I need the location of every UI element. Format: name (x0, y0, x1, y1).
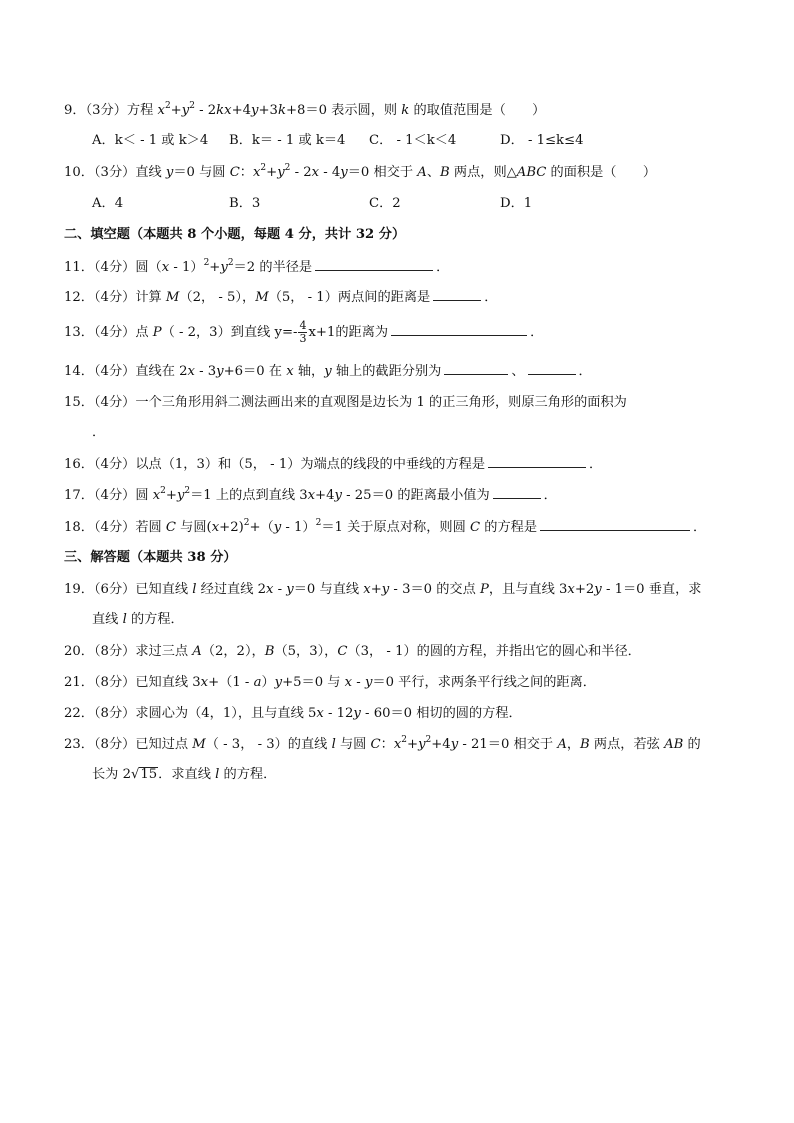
var-p: P (152, 325, 162, 340)
question-text: - 60＝0 相切的圆的方程． (360, 706, 522, 721)
question-17 (64, 486, 557, 505)
question-text: 经过直线 2 (196, 582, 267, 597)
question-text: - 4 (319, 165, 341, 180)
var-ab: AB (664, 737, 684, 752)
question-text: - 3＝0 的交点 (389, 582, 480, 597)
option-label: A．4 (92, 196, 124, 211)
question-text: 两点，若弦 (589, 737, 665, 752)
var-y: y (450, 737, 459, 752)
question-text: +2) (219, 520, 244, 535)
question-text: 两点，则△ (449, 165, 517, 180)
question-number: 12． (64, 290, 94, 305)
question-number: 18． (64, 520, 94, 535)
question-21 (64, 674, 596, 692)
question-text: （3分）直线 (93, 165, 166, 180)
var-y: y (216, 364, 224, 379)
period: ． (530, 325, 544, 340)
section-heading-answer: 三、解答题（本题共 38 分） (64, 550, 237, 565)
separator: 、 (426, 165, 440, 180)
question-text: 与圆 (335, 737, 371, 752)
question-text: ＝0 平行，求两条平行线之间的距离． (372, 675, 596, 690)
plus: + (170, 103, 182, 118)
question-number: 19． (64, 582, 94, 597)
fraction-denominator: 3 (299, 332, 307, 345)
question-text: （5， - 1）两点间的距离是 (268, 290, 431, 305)
question-text: ＝1 上的点到直线 3 (190, 488, 308, 503)
question-number: 14． (64, 364, 94, 379)
plus: + (407, 737, 419, 752)
var-l: l (122, 612, 127, 627)
question-text: x+1的距离为 (308, 325, 389, 340)
period: ． (589, 457, 603, 472)
question-text: 的方程． (126, 612, 184, 627)
sqrt-radicand: 15 (140, 767, 158, 782)
question-text: （8分）已知过点 (93, 737, 193, 752)
var-y: y (274, 675, 283, 690)
var-y: y (364, 675, 373, 690)
answer-blank[interactable] (444, 362, 508, 375)
period: ． (543, 488, 557, 503)
var-kx: kx (216, 103, 232, 118)
option-d (500, 195, 532, 213)
question-text: （ - 2，3）到直线 y=- (161, 325, 298, 340)
question-number: 20． (64, 644, 94, 659)
question-text: +6＝0 在 (223, 364, 287, 379)
var-y: y (220, 260, 228, 275)
option-label: D．1 (500, 196, 533, 211)
question-number: 23． (64, 737, 94, 752)
question-text: （8分）已知直线 3 (93, 675, 201, 690)
question-text: （4分）圆 (93, 488, 153, 503)
var-l: l (331, 737, 336, 752)
question-text: ， (566, 737, 581, 752)
question-text: - 3 (194, 364, 217, 379)
question-text: （4分）一个三角形用斜二测法画出来的直观图是边长为 1 的正三角形，则原三角形的面积为 (93, 395, 627, 410)
option-b (229, 195, 260, 213)
question-18 (64, 518, 706, 537)
question-text: ，且与直线 3 (488, 582, 568, 597)
option-c (369, 132, 456, 150)
question-number: 21． (64, 675, 94, 690)
question-number: 15． (64, 395, 94, 410)
period: ． (578, 364, 592, 379)
question-text: （4分）圆（ (93, 260, 162, 275)
question-text: （4分）计算 (93, 290, 166, 305)
option-d (500, 132, 583, 150)
option-label: B．3 (229, 196, 261, 211)
var-y: y (176, 488, 185, 503)
superscript: 2 (425, 734, 432, 745)
section-heading-fill-in: 二、填空题（本题共 8 个小题，每题 4 分，共计 32 分） (64, 227, 406, 242)
question-number: 10． (64, 165, 94, 180)
question-text: （3分）方程 (85, 103, 158, 118)
question-number: 16． (64, 457, 94, 472)
question-text: +8＝0 表示圆，则 (285, 103, 402, 118)
question-text: 轴上的截距分别为 (331, 364, 442, 379)
plus: + (165, 488, 177, 503)
var-m: M (165, 290, 180, 305)
var-x: x (152, 488, 161, 503)
question-text: - 21＝0 相交于 (458, 737, 558, 752)
var-m: M (192, 737, 206, 752)
question-text: 的方程是 (480, 520, 538, 535)
sqrt-symbol: √ (130, 767, 140, 782)
var-a: a (253, 675, 262, 690)
question-text: 轴， (293, 364, 325, 379)
plus: + (209, 260, 221, 275)
question-text: 长为 2 (92, 767, 131, 782)
superscript: 2 (164, 100, 171, 111)
question-text: （2， - 5）， (179, 290, 256, 305)
question-15-continuation (92, 424, 105, 442)
superscript: 2 (401, 734, 407, 745)
var-x: x (393, 737, 402, 752)
var-l: l (215, 767, 220, 782)
var-b: B (264, 644, 275, 659)
var-c: C (469, 520, 481, 535)
var-x: x (266, 582, 274, 597)
question-text: ＝0 与圆 (173, 165, 230, 180)
var-abc: ABC (516, 165, 547, 180)
question-23-continuation (92, 766, 276, 784)
superscript: 2 (227, 257, 234, 268)
var-x: x (363, 582, 371, 597)
question-text: - 2 (194, 103, 217, 118)
option-label: C．2 (369, 196, 401, 211)
var-a: A (557, 737, 567, 752)
var-y: y (381, 582, 390, 597)
var-x: x (307, 488, 316, 503)
var-y: y (286, 582, 294, 597)
var-x: x (344, 675, 353, 690)
superscript: 2 (184, 485, 191, 496)
fraction-numerator: 4 (299, 319, 307, 332)
var-y: y (251, 103, 259, 118)
question-19 (64, 581, 702, 599)
superscript: 2 (160, 485, 166, 496)
question-text: - 1） (169, 260, 204, 275)
question-text: （4分）直线在 2 (93, 364, 188, 379)
question-text: （5，3）， (274, 644, 338, 659)
question-text: ＝0 与直线 (293, 582, 364, 597)
question-text: +4 (231, 103, 252, 118)
var-y: y (353, 706, 361, 721)
question-11 (64, 258, 449, 277)
var-y: y (340, 165, 348, 180)
question-number: 13． (64, 325, 94, 340)
question-text: ＝0 相交于 (347, 165, 418, 180)
var-x: x (311, 165, 320, 180)
option-a (92, 132, 208, 150)
question-15 (64, 394, 627, 412)
question-text: +2 (574, 582, 595, 597)
answer-blank[interactable] (528, 362, 576, 375)
answer-blank[interactable] (488, 455, 586, 468)
question-19-continuation (92, 611, 184, 629)
var-c: C (370, 737, 381, 752)
question-text: （4分）以点（1，3）和（5， - 1）为端点的线段的中垂线的方程是 (93, 457, 486, 472)
period: ． (436, 260, 450, 275)
question-text: - (273, 582, 287, 597)
question-10 (64, 164, 656, 182)
question-number: 9． (64, 103, 86, 118)
var-x: x (286, 364, 294, 379)
period: ． (92, 425, 106, 440)
superscript: 2 (284, 162, 291, 173)
question-text: ） (261, 675, 275, 690)
superscript: 2 (189, 100, 195, 111)
period: ． (484, 290, 498, 305)
answer-blank[interactable] (315, 258, 433, 271)
question-text: （8分）求圆心为（4，1），且与直线 5 (93, 706, 317, 721)
period: ． (693, 520, 707, 535)
answer-blank[interactable] (391, 323, 527, 336)
question-text: +3 (258, 103, 278, 118)
question-text: （8分）求过三点 (93, 644, 193, 659)
question-text: ．求直线 (158, 767, 216, 782)
var-c: C (229, 165, 240, 180)
var-y: y (165, 165, 174, 180)
var-x: x (567, 582, 575, 597)
question-text: （3， - 1）的圆的方程，并指出它的圆心和半径． (347, 644, 641, 659)
question-text: +（ (249, 520, 274, 535)
answer-blank[interactable] (493, 486, 541, 499)
superscript: 2 (243, 517, 250, 528)
plus: + (370, 582, 382, 597)
question-text: 与圆( (175, 520, 212, 535)
question-text: （4分）若圆 (93, 520, 166, 535)
var-x: x (200, 675, 209, 690)
var-y: y (324, 364, 332, 379)
plus: + (266, 165, 278, 180)
question-number: 11． (64, 260, 94, 275)
fraction (298, 320, 307, 345)
option-label: A．k＜ - 1 或 k＞4 (92, 133, 209, 148)
question-text: ： (239, 165, 253, 180)
question-text: 直线 (92, 612, 123, 627)
superscript: 2 (203, 257, 210, 268)
question-text: 的面积是（ ） (546, 165, 657, 180)
var-c: C (165, 520, 176, 535)
var-y: y (273, 520, 282, 535)
question-text: +4 (315, 488, 335, 503)
question-text: - 1＝0 垂直，求 (601, 582, 702, 597)
question-text: （6分）已知直线 (93, 582, 193, 597)
var-y: y (181, 103, 190, 118)
var-b: B (440, 165, 450, 180)
question-text: 的 (683, 737, 701, 752)
var-a: A (417, 165, 427, 180)
question-text: （ - 3， - 3）的直线 (205, 737, 332, 752)
question-text: - 12 (323, 706, 354, 721)
question-12 (64, 288, 497, 307)
question-text: +5＝0 与 (282, 675, 345, 690)
var-x: x (252, 165, 261, 180)
answer-blank[interactable] (433, 288, 481, 301)
question-text: - 2 (290, 165, 312, 180)
var-m: M (255, 290, 269, 305)
option-label: D． - 1≤k≤4 (500, 133, 584, 148)
question-14 (64, 362, 592, 381)
var-y: y (334, 488, 342, 503)
question-text: +4 (431, 737, 451, 752)
var-k: k (401, 103, 410, 118)
var-k: k (277, 103, 286, 118)
superscript: 2 (315, 517, 322, 528)
var-b: B (580, 737, 590, 752)
question-text: - 25＝0 的距离最小值为 (341, 488, 490, 503)
var-l: l (192, 582, 197, 597)
question-9 (64, 102, 545, 120)
option-label: C． - 1＜k＜4 (369, 133, 457, 148)
question-number: 17． (64, 488, 94, 503)
var-x: x (157, 103, 165, 118)
question-22 (64, 705, 522, 723)
option-label: B．k＝ - 1 或 k＝4 (229, 133, 346, 148)
question-23 (64, 736, 701, 754)
question-text: +（1 - (208, 675, 254, 690)
answer-blank[interactable] (540, 518, 690, 531)
question-text: ＝1 关于原点对称，则圆 (321, 520, 470, 535)
var-x: x (211, 520, 220, 535)
question-text: ： (380, 737, 394, 752)
var-y: y (277, 165, 285, 180)
question-13 (64, 320, 543, 345)
var-x: x (161, 260, 170, 275)
var-a: A (192, 644, 202, 659)
question-number: 22． (64, 706, 94, 721)
question-16 (64, 455, 602, 474)
question-text: - 1） (281, 520, 316, 535)
separator: 、 (511, 364, 525, 379)
option-c (369, 195, 401, 213)
superscript: 2 (260, 162, 267, 173)
var-p: P (480, 582, 489, 597)
var-y: y (418, 737, 426, 752)
var-c: C (337, 644, 348, 659)
question-20 (64, 643, 641, 661)
var-x: x (316, 706, 324, 721)
question-text: （2，2）， (201, 644, 265, 659)
var-y: y (594, 582, 602, 597)
question-text: - (352, 675, 365, 690)
question-text: ＝2 的半径是 (233, 260, 313, 275)
question-text: （4分）点 (93, 325, 153, 340)
var-x: x (187, 364, 195, 379)
question-text: 的方程． (219, 767, 277, 782)
option-a (92, 195, 123, 213)
option-b (229, 132, 345, 150)
question-text: 的取值范围是（ ） (409, 103, 546, 118)
